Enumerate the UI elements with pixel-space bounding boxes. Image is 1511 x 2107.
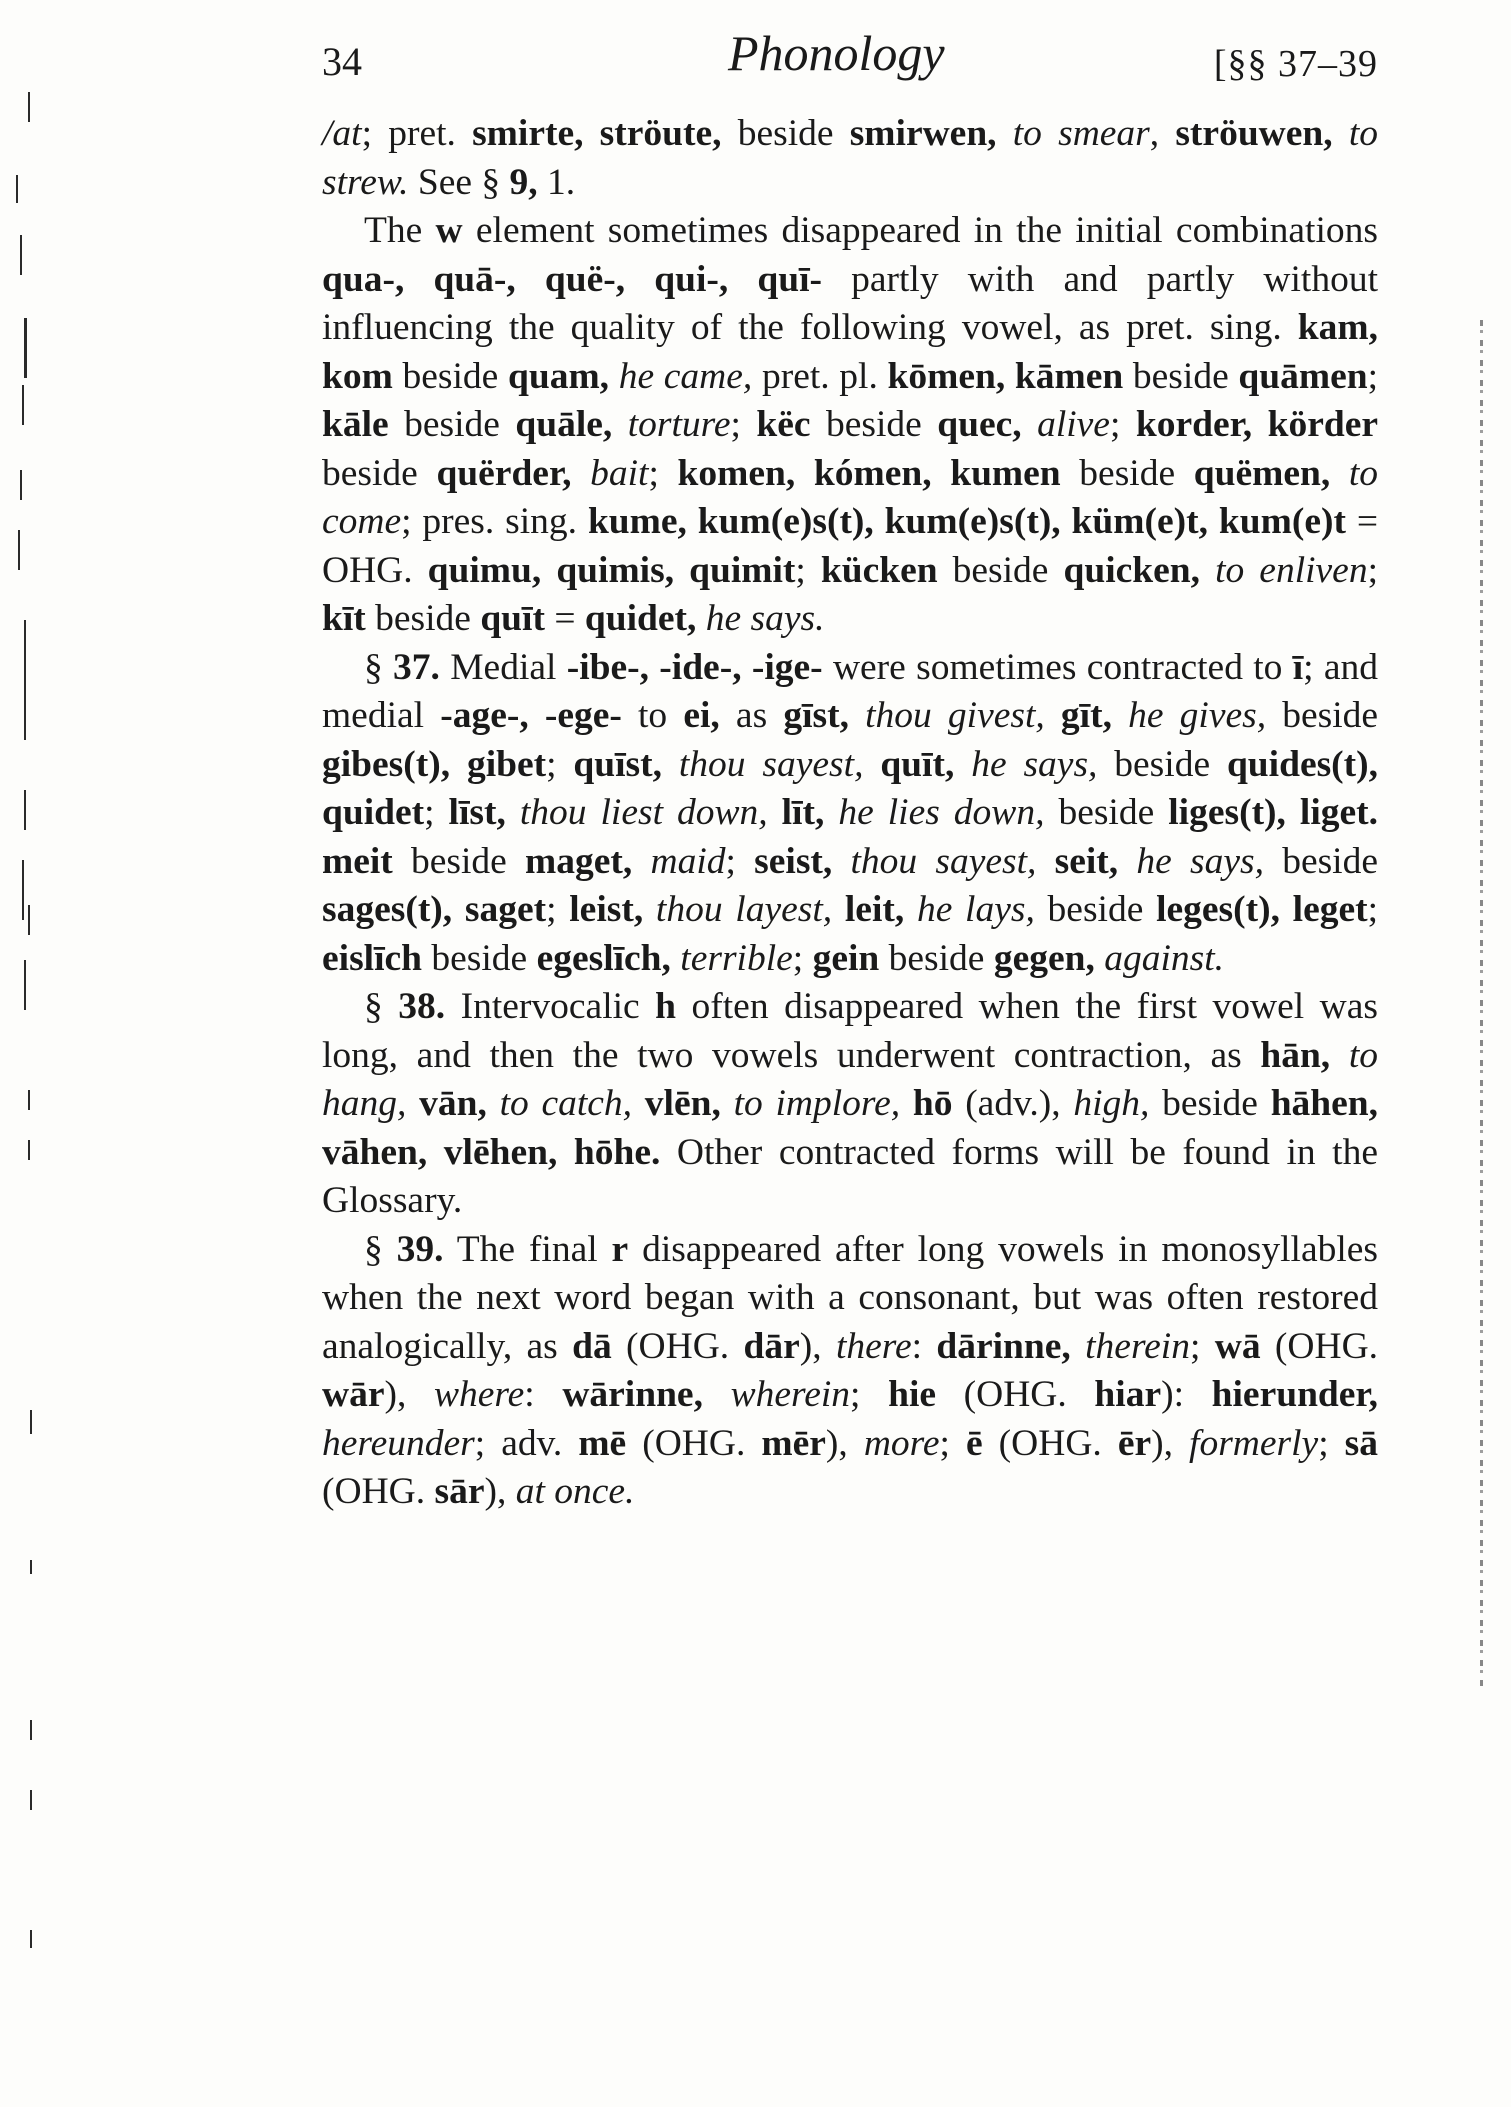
bold-term: hierunder, — [1211, 1374, 1379, 1415]
bold-term: quërder, — [436, 452, 572, 494]
text-run: ; — [1367, 355, 1379, 397]
italic-gloss: formerly — [1189, 1422, 1319, 1464]
text-run — [1045, 695, 1061, 736]
scan-edge-marks-right — [1480, 320, 1483, 1690]
bold-term: quec, — [937, 404, 1022, 445]
italic-gloss: torture — [627, 404, 731, 445]
text-run: ; and medial — [322, 646, 1378, 736]
text-run — [696, 598, 705, 639]
bold-term: meit — [322, 840, 393, 882]
bold-term: sār — [434, 1471, 485, 1512]
bold-term: hāhen, vāhen, vlēhen, hōhe. — [322, 1083, 1379, 1173]
bold-term: quicken, — [1063, 549, 1201, 591]
bold-term: 9, — [509, 161, 538, 203]
italic-gloss: against. — [1104, 937, 1225, 979]
text-run: (OHG. — [982, 1422, 1118, 1464]
paragraph — [322, 110, 1378, 207]
text-run: were sometimes contracted to — [822, 646, 1293, 688]
italic-gloss: wherein — [730, 1374, 851, 1415]
bold-term: -ibe-, -ide-, -ige- — [566, 646, 823, 688]
italic-gloss: thou sayest, — [850, 840, 1037, 882]
bold-term: leist, — [569, 889, 644, 930]
text-run: beside — [937, 549, 1064, 591]
bold-term: hān, — [1260, 1034, 1331, 1076]
text-run: disappeared after long vowels in monosyllables when the next word began with a consonant, but was often restored analogically, as — [322, 1228, 1378, 1367]
text-run — [632, 1083, 645, 1124]
bold-term: seist, — [754, 840, 833, 882]
text-run: The final — [443, 1228, 612, 1270]
text-run: beside — [810, 404, 938, 445]
italic-gloss: to implore, — [733, 1083, 901, 1124]
text-run: : — [911, 1325, 937, 1367]
italic-gloss: therein — [1085, 1325, 1190, 1367]
text-run: ; — [850, 1374, 889, 1415]
bold-term: sages(t), saget — [322, 889, 547, 930]
text-run: as — [719, 695, 784, 736]
text-run: § — [364, 1228, 397, 1270]
bold-term: 38. — [398, 986, 446, 1027]
text-run: Other contracted forms will be found in the Glossary. — [322, 1131, 1378, 1221]
bold-term: quëmen, — [1193, 452, 1331, 494]
text-run: often disappeared when the first vowel was long, and then the two vowels underwent contraction, as — [322, 986, 1379, 1076]
italic-gloss: where — [434, 1374, 525, 1415]
body-text — [322, 110, 1378, 1517]
bold-term: quīt — [480, 598, 545, 639]
text-run: 1. — [537, 161, 576, 203]
bold-term: ēr — [1117, 1422, 1152, 1464]
italic-gloss: to smear — [1012, 113, 1150, 154]
text-run — [1333, 113, 1349, 154]
text-run — [900, 1083, 913, 1124]
text-run: See § — [408, 161, 510, 203]
text-run — [1330, 1035, 1349, 1076]
italic-gloss: hereunder — [322, 1422, 475, 1464]
text-run: beside — [422, 937, 537, 979]
text-run: ; — [1367, 549, 1378, 591]
bold-term: kīt — [322, 598, 366, 639]
bold-term: dā — [572, 1325, 612, 1367]
text-run: ), — [484, 1471, 516, 1512]
text-run: (OHG. — [611, 1325, 744, 1367]
bold-term: leges(t), leget — [1156, 889, 1368, 930]
text-run — [954, 744, 971, 785]
italic-gloss: alive — [1037, 404, 1110, 445]
paragraph — [322, 983, 1378, 1226]
italic-gloss: terrible — [680, 937, 793, 979]
text-run: : — [524, 1374, 563, 1415]
text-run — [849, 695, 865, 736]
text-run — [1200, 550, 1215, 591]
text-run: ; — [546, 889, 570, 930]
text-run: (OHG. — [626, 1422, 762, 1464]
text-run: beside — [392, 840, 526, 882]
text-run: ; — [792, 937, 813, 979]
text-run — [643, 889, 656, 930]
bold-term: eislīch — [322, 937, 422, 979]
text-run — [832, 841, 850, 882]
bold-term: quides(t), quidet — [322, 743, 1379, 833]
text-run: , — [1149, 113, 1176, 154]
text-run: § — [364, 986, 399, 1027]
bold-term: quāle, — [515, 404, 613, 445]
italic-gloss: thou layest, — [655, 889, 833, 930]
bold-term: wār — [322, 1374, 385, 1415]
bold-term: līst, — [448, 792, 506, 833]
bold-term: hō — [912, 1083, 953, 1124]
text-run: beside — [1266, 695, 1379, 736]
bold-term: gein — [812, 937, 880, 979]
bold-term: ströuwen, — [1175, 113, 1333, 154]
text-run: beside — [388, 404, 516, 445]
bold-term: smirte, ströute, — [472, 113, 722, 154]
bold-term: gibes(t), gibet — [322, 743, 547, 785]
italic-gloss: maid — [650, 840, 726, 882]
italic-gloss: to strew. — [322, 113, 1378, 203]
bold-term: vān, — [419, 1083, 487, 1124]
text-run: beside — [1044, 792, 1169, 833]
bold-term: dār — [743, 1325, 800, 1367]
bold-term: hiar — [1094, 1374, 1162, 1415]
text-run — [632, 841, 650, 882]
bold-term: quimu, quimis, quimit — [427, 549, 796, 591]
italic-gloss: more — [863, 1422, 940, 1464]
text-run — [824, 792, 838, 833]
text-run: ; — [730, 404, 757, 445]
italic-gloss: bait — [590, 452, 649, 494]
text-run: beside — [1149, 1083, 1271, 1124]
paragraph — [322, 644, 1378, 984]
bold-term: quāmen — [1238, 355, 1368, 397]
text-run: ; — [1318, 1422, 1345, 1464]
text-run — [406, 1083, 419, 1124]
italic-gloss: thou givest, — [865, 695, 1045, 736]
running-title: Phonology — [728, 25, 945, 81]
text-run: ): — [1161, 1374, 1212, 1415]
bold-term: kāle — [322, 404, 389, 445]
text-run: ; — [1109, 404, 1136, 445]
text-run: Medial — [439, 646, 567, 688]
text-run: beside — [1263, 840, 1378, 882]
text-run: ; pret. — [361, 113, 473, 154]
text-run: ; — [725, 840, 755, 882]
bold-term: h — [655, 986, 677, 1027]
bold-term: sā — [1344, 1422, 1378, 1464]
text-run — [1095, 938, 1104, 979]
bold-term: wā — [1214, 1325, 1261, 1367]
section-range: [§§ 37–39 — [1213, 43, 1378, 85]
bold-term: gegen, — [993, 937, 1095, 979]
bold-term: seit, — [1054, 840, 1119, 882]
text-run: beside — [721, 113, 850, 154]
text-run: (adv.), — [952, 1083, 1074, 1124]
text-run — [1118, 841, 1136, 882]
text-run — [506, 792, 520, 833]
italic-gloss: thou sayest, — [678, 743, 864, 785]
bold-term: hie — [888, 1374, 937, 1415]
bold-term: qua-, quā-, quë-, qui-, quī- — [322, 258, 822, 300]
text-run: (OHG. — [322, 1471, 435, 1512]
text-run — [609, 356, 619, 397]
text-run — [1022, 404, 1037, 445]
bold-term: smirwen, — [849, 113, 997, 154]
bold-term: ī — [1292, 646, 1304, 688]
text-run: ; — [939, 1422, 966, 1464]
text-run — [721, 1083, 734, 1124]
bold-term: egeslīch, — [536, 937, 671, 979]
text-run — [997, 113, 1013, 154]
italic-gloss: at once. — [515, 1471, 635, 1512]
italic-gloss: he came, — [618, 355, 753, 397]
bold-term: quam, — [507, 355, 610, 397]
text-run: The — [364, 210, 436, 251]
text-run: beside — [365, 598, 481, 639]
bold-term: liges(t), liget. — [1168, 792, 1379, 833]
bold-term: -age-, -ege- — [440, 695, 622, 736]
bold-term: 39. — [396, 1228, 444, 1270]
text-run: § — [364, 646, 394, 688]
paragraph — [322, 207, 1378, 644]
italic-gloss: to come — [322, 452, 1378, 542]
bold-term: vlēn, — [644, 1083, 721, 1124]
bold-term: ē — [965, 1422, 983, 1464]
text-run: ; — [546, 743, 574, 785]
bold-term: kam, kom — [322, 307, 1378, 397]
bold-term: këc — [756, 404, 811, 445]
italic-gloss: to enliven — [1215, 549, 1368, 591]
bold-term: r — [611, 1228, 629, 1270]
text-run: ), — [825, 1422, 864, 1464]
text-run: ; adv. — [474, 1422, 579, 1464]
text-run — [768, 792, 782, 833]
bold-term: quidet, — [584, 598, 697, 639]
text-run: pret. pl. — [752, 355, 888, 397]
running-header — [318, 18, 1378, 88]
bold-term: w — [435, 210, 463, 251]
text-run — [1330, 453, 1349, 494]
page-number: 34 — [322, 39, 362, 84]
text-run: ), — [384, 1374, 434, 1415]
bold-term: ei, — [683, 695, 720, 736]
text-run — [487, 1083, 500, 1124]
text-run: (OHG. — [1260, 1325, 1379, 1367]
text-run: beside — [1097, 743, 1227, 785]
italic-gloss: /at — [322, 113, 362, 154]
text-run — [832, 889, 845, 930]
text-run — [612, 404, 627, 445]
text-run: (OHG. — [936, 1374, 1095, 1415]
bold-term: kōmen, kāmen — [887, 355, 1124, 397]
italic-gloss: he gives, — [1128, 695, 1267, 736]
italic-gloss: he says. — [705, 598, 825, 639]
italic-gloss: thou liest down, — [519, 792, 768, 833]
italic-gloss: he says, — [1136, 840, 1264, 882]
bold-term: wārinne, — [562, 1374, 703, 1415]
text-run: ; pres. sing. — [401, 501, 588, 542]
bold-term: korder, körder — [1135, 404, 1379, 445]
bold-term: dārinne, — [936, 1325, 1071, 1367]
text-run: ; — [1367, 889, 1379, 930]
text-run — [572, 453, 591, 494]
text-run: beside — [1060, 452, 1194, 494]
text-run — [1112, 695, 1128, 736]
italic-gloss: he lies down, — [838, 792, 1045, 833]
bold-term: komen, kómen, kumen — [677, 452, 1061, 494]
bold-term: gīt, — [1060, 695, 1112, 736]
text-run: to — [621, 695, 684, 736]
italic-gloss: to catch, — [499, 1083, 633, 1124]
text-run: ), — [799, 1325, 836, 1367]
bold-term: kücken — [820, 549, 938, 591]
text-run: beside — [1123, 355, 1239, 397]
text-run: beside — [392, 355, 508, 397]
bold-term: quīst, — [573, 743, 663, 785]
text-run: beside — [322, 452, 437, 494]
text-run: ; — [648, 452, 678, 494]
text-run — [703, 1374, 731, 1415]
bold-term: quīt, — [880, 743, 955, 785]
bold-term: līt, — [781, 792, 825, 833]
text-run: = — [544, 598, 585, 639]
italic-gloss: he lays, — [916, 889, 1035, 930]
text-run: element sometimes disappeared in the initial combinations — [462, 210, 1378, 251]
text-run: Intervocalic — [445, 986, 656, 1027]
text-run: ; — [1189, 1325, 1215, 1367]
text-run: partly with and partly without influencing the quality of the following vowel, as pret. sing. — [322, 258, 1378, 348]
bold-term: mē — [578, 1422, 627, 1464]
text-run — [1036, 841, 1054, 882]
italic-gloss: he says, — [971, 743, 1098, 785]
text-run: beside — [879, 937, 994, 979]
text-run — [671, 938, 680, 979]
text-run — [662, 744, 679, 785]
italic-gloss: to hang, — [322, 1034, 1378, 1124]
italic-gloss: there — [835, 1325, 912, 1367]
bold-term: kume, kum(e)s(t), kum(e)s(t), küm(e)t, kum(e)t — [587, 501, 1346, 542]
bold-term: maget, — [525, 840, 633, 882]
text-run: beside — [1034, 889, 1157, 930]
italic-gloss: high, — [1073, 1083, 1150, 1124]
paragraph — [322, 1226, 1378, 1517]
text-run — [1071, 1326, 1085, 1367]
bold-term: 37. — [393, 646, 440, 688]
text-run: = OHG. — [322, 501, 1378, 591]
text-run: ), — [1151, 1422, 1190, 1464]
text-run: ; — [795, 549, 821, 591]
bold-term: leit, — [844, 889, 905, 930]
text-run: ; — [424, 792, 449, 833]
bold-term: mēr — [761, 1422, 826, 1464]
text-run — [904, 889, 917, 930]
text-run — [863, 744, 880, 785]
bold-term: gīst, — [783, 695, 849, 736]
